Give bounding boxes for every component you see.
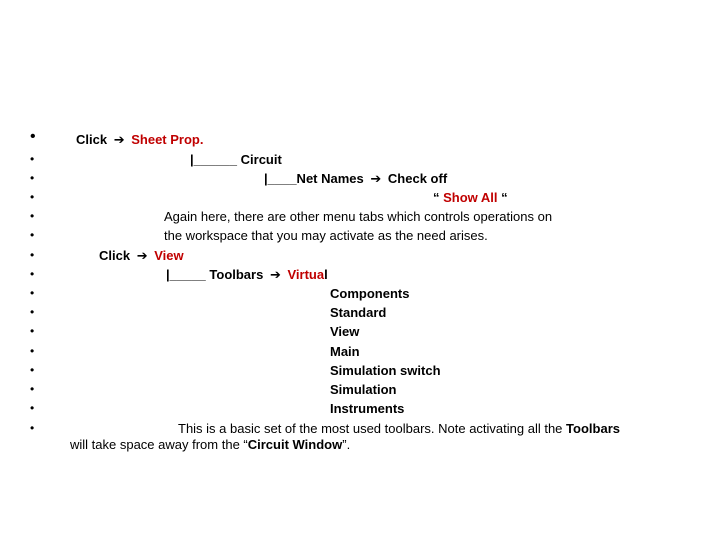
bullet: • [30,190,35,204]
line-toolbars [166,267,328,283]
click-label: Click [76,132,108,147]
bullet: • [30,228,35,242]
click-label: Click [99,248,131,263]
toolbar-item-standard [330,305,386,321]
show-all-emphasis: Show All [443,190,498,205]
toolbar-item-label: Simulation switch [330,363,441,378]
toolbars-label: |_____ Toolbars [166,267,264,282]
circuit-window-emphasis: Circuit Window [247,437,343,452]
toolbar-item-simulation-switch [330,363,441,379]
open-quote: “ [433,190,440,205]
toolbar-item-label: Main [330,344,360,359]
bullet: • [30,286,35,300]
bullet: • [30,248,35,262]
net-names-label: |____Net Names [264,171,364,186]
toolbar-item-label: View [330,324,360,339]
close-quote: “ [501,190,508,205]
sheet-prop-target: Sheet Prop. [131,132,204,147]
toolbars-emphasis: Toolbars [566,421,620,436]
view-target: View [154,248,184,263]
bullet: • [30,171,35,185]
line-net-names [264,171,447,187]
bullet: • [30,363,35,377]
toolbar-item-simulation [330,382,396,398]
bullet: • [30,401,35,415]
line-circuit [190,152,282,168]
toolbars-note-text: This is a basic set of the most used toolbars. Note activating all the [178,421,563,436]
bullet: • [30,267,35,281]
bullet: • [30,344,35,358]
line-workspace-note [164,228,488,244]
check-off-label: Check off [387,171,448,186]
circuit-window-post: ”. [342,437,351,452]
circuit-window-pre: will take space away from the “ [70,437,248,452]
toolbar-item-label: Standard [330,305,387,320]
bullet: • [30,324,35,338]
line-toolbars-note [178,421,620,437]
toolbar-item-main [330,344,360,360]
circuit-label: |______ Circuit [190,152,282,167]
toolbar-item-label: Instruments [330,401,405,416]
arrow-right-icon: ➔ [113,132,125,147]
toolbar-item-label: Components [330,286,410,301]
virtual-target-tail: l [324,267,328,282]
line-circuit-window-note [70,437,350,453]
bullet: • [30,421,35,435]
bullet: • [30,128,36,145]
line-click-sheet-prop [76,132,203,148]
line-show-all [433,190,508,206]
arrow-right-icon: ➔ [136,248,148,263]
arrow-right-icon: ➔ [269,267,281,282]
virtual-target: Virtua [287,267,325,282]
arrow-right-icon: ➔ [370,171,382,186]
menu-tabs-text: Again here, there are other menu tabs which controls operations on [164,209,553,224]
workspace-text: the workspace that you may activate as the need arises. [164,228,488,243]
toolbar-item-view [330,324,359,340]
bullet: • [30,152,35,166]
bullet: • [30,209,35,223]
line-menu-tabs-note [164,209,552,225]
bullet: • [30,305,35,319]
toolbar-item-label: Simulation [330,382,397,397]
toolbar-item-instruments [330,401,404,417]
bullet: • [30,382,35,396]
toolbar-item-components [330,286,409,302]
line-click-view [99,248,184,264]
